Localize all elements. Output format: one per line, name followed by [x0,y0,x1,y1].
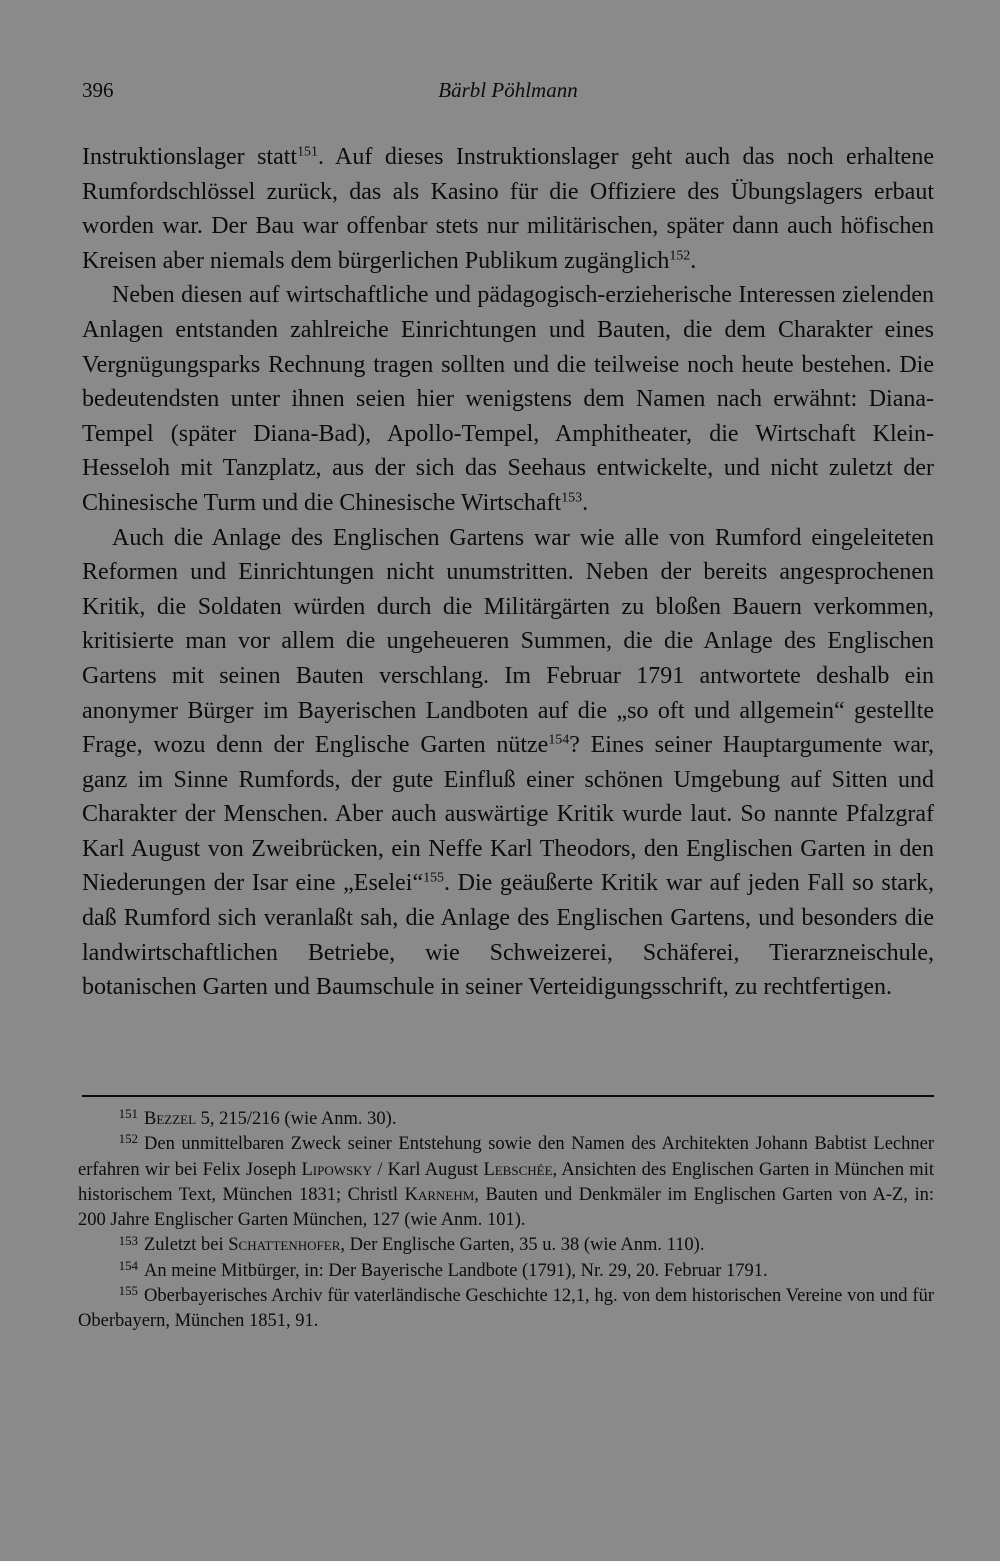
footnote-ref-154[interactable]: 154 [548,732,570,748]
paragraph-1: Instruktionslager statt$^{151}$. Auf dieses Instruktionslager geht auch das noch erhaltene Rumfordschlössel zurück, das als Kasino für die Offiziere des Übungslagers erbaut worden war. Der Bau war offenbar stets nur militärischen, später dann auch höfischen Kreisen aber niemals dem bürgerlichen Publikum zugänglich$^{152}$. [82,144,934,274]
footnote-152: 152 Den unmittelbaren Zweck seiner Entstehung sowie den Namen des Architekten Johann Babtist Lechner erfahren wir bei Felix Joseph Lipowsky / Karl August Lebschée, Ansichten des Englischen Garten in München mit historischem Text, München 1831; Christl Karnehm, Bauten und Denkmäler im Englischen Garten von A-Z, in: 200 Jahre Englischer Garten München, 127 (wie Anm. 101). [78,1131,934,1231]
footnote-154: 154 An meine Mitbürger, in: Der Bayerische Landbote (1791), Nr. 29, 20. Februar 1791. [118,1257,768,1281]
footnote-151: 151 Bezzel 5, 215/216 (wie Anm. 30). [118,1106,397,1129]
footnote-ref-155[interactable]: 155 [423,871,444,887]
paragraph-3: Auch die Anlage des Englischen Gartens war wie alle von Rumford eingeleiteten Reformen und Einrichtungen nicht unumstritten. Neben der bereits angesprochenen Kritik, die Soldaten würden durch die Militärgärten zu bloßen Bauern verkommen, kritisierte man vor allem die ungeheueren Summen, die die Anlage des Englischen Gartens mit seinen Bauten verschlang. Im Februar 1791 antwortete deshalb ein anonymer Bürger im Bayerischen Landboten auf die „so oft und allgemein“ gestellte Frage, wozu denn der Englische Garten nütze$^{154}$? Eines seiner Hauptargumente war, ganz im Sinne Rumfords, der gute Einfluß einer schönen Umgebung auf Sitten und Charakter der Menschen. Aber auch auswärtige Kritik wurde laut. So nannte Pfalzgraf Karl August von Zweibrücken, ein Neffe Karl Theodors, den Englischen Garten in den Niederungen der Isar eine „Eselei“$^{155}$. Die geäußerte Kritik war auf jeden Fall so stark, daß Rumford sich veranlaßt sah, die Anlage des Englischen Gartens, und besonders die landwirtschaftlichen Betriebe, wie Schweizerei, Schäferei, Tierarzneischule, botanischen Garten und Baumschule in seiner Verteidigungsschrift, zu rechtfertigen. [82,524,935,1001]
running-header [82,74,934,108]
footnote-155: 155 Oberbayerisches Archiv für vaterländische Geschichte 12,1, hg. von dem historischen Vereine von und für Oberbayern, München 1851, 91. [78,1283,934,1332]
footnote-divider [82,1095,934,1097]
footnote-ref-153[interactable]: 153 [561,490,583,506]
footnote-ref-151[interactable]: 151 [297,144,318,160]
page-number: 396 [82,78,114,102]
running-head-author: Bärbl Pöhlmann [438,78,578,102]
paragraph-2: Neben diesen auf wirtschaftliche und pädagogisch-erzieherische Interessen zielenden Anlagen entstanden zahlreiche Einrichtungen und Bauten, die dem Charakter eines Vergnügungsparks Rechnung tragen sollten und die teilweise noch heute bestehen. Die bedeutendsten unter ihnen seien hier wenigstens dem Namen nach erwähnt: Diana-Tempel (später Diana-Bad), Apollo-Tempel, Amphitheater, die Wirtschaft Klein-Hesseloh mit Tanzplatz, aus der sich das Seehaus entwickelte, und nicht zuletzt der Chinesische Turm und die Chinesische Wirtschaft$^{153}$. [82,282,934,516]
footnote-ref-152[interactable]: 152 [669,248,691,264]
footnotes [78,1107,934,1335]
footnote-153: 153 Zuletzt bei Schattenhofer, Der Englische Garten, 35 u. 38 (wie Anm. 110). [118,1232,705,1256]
body-text [82,140,934,1005]
